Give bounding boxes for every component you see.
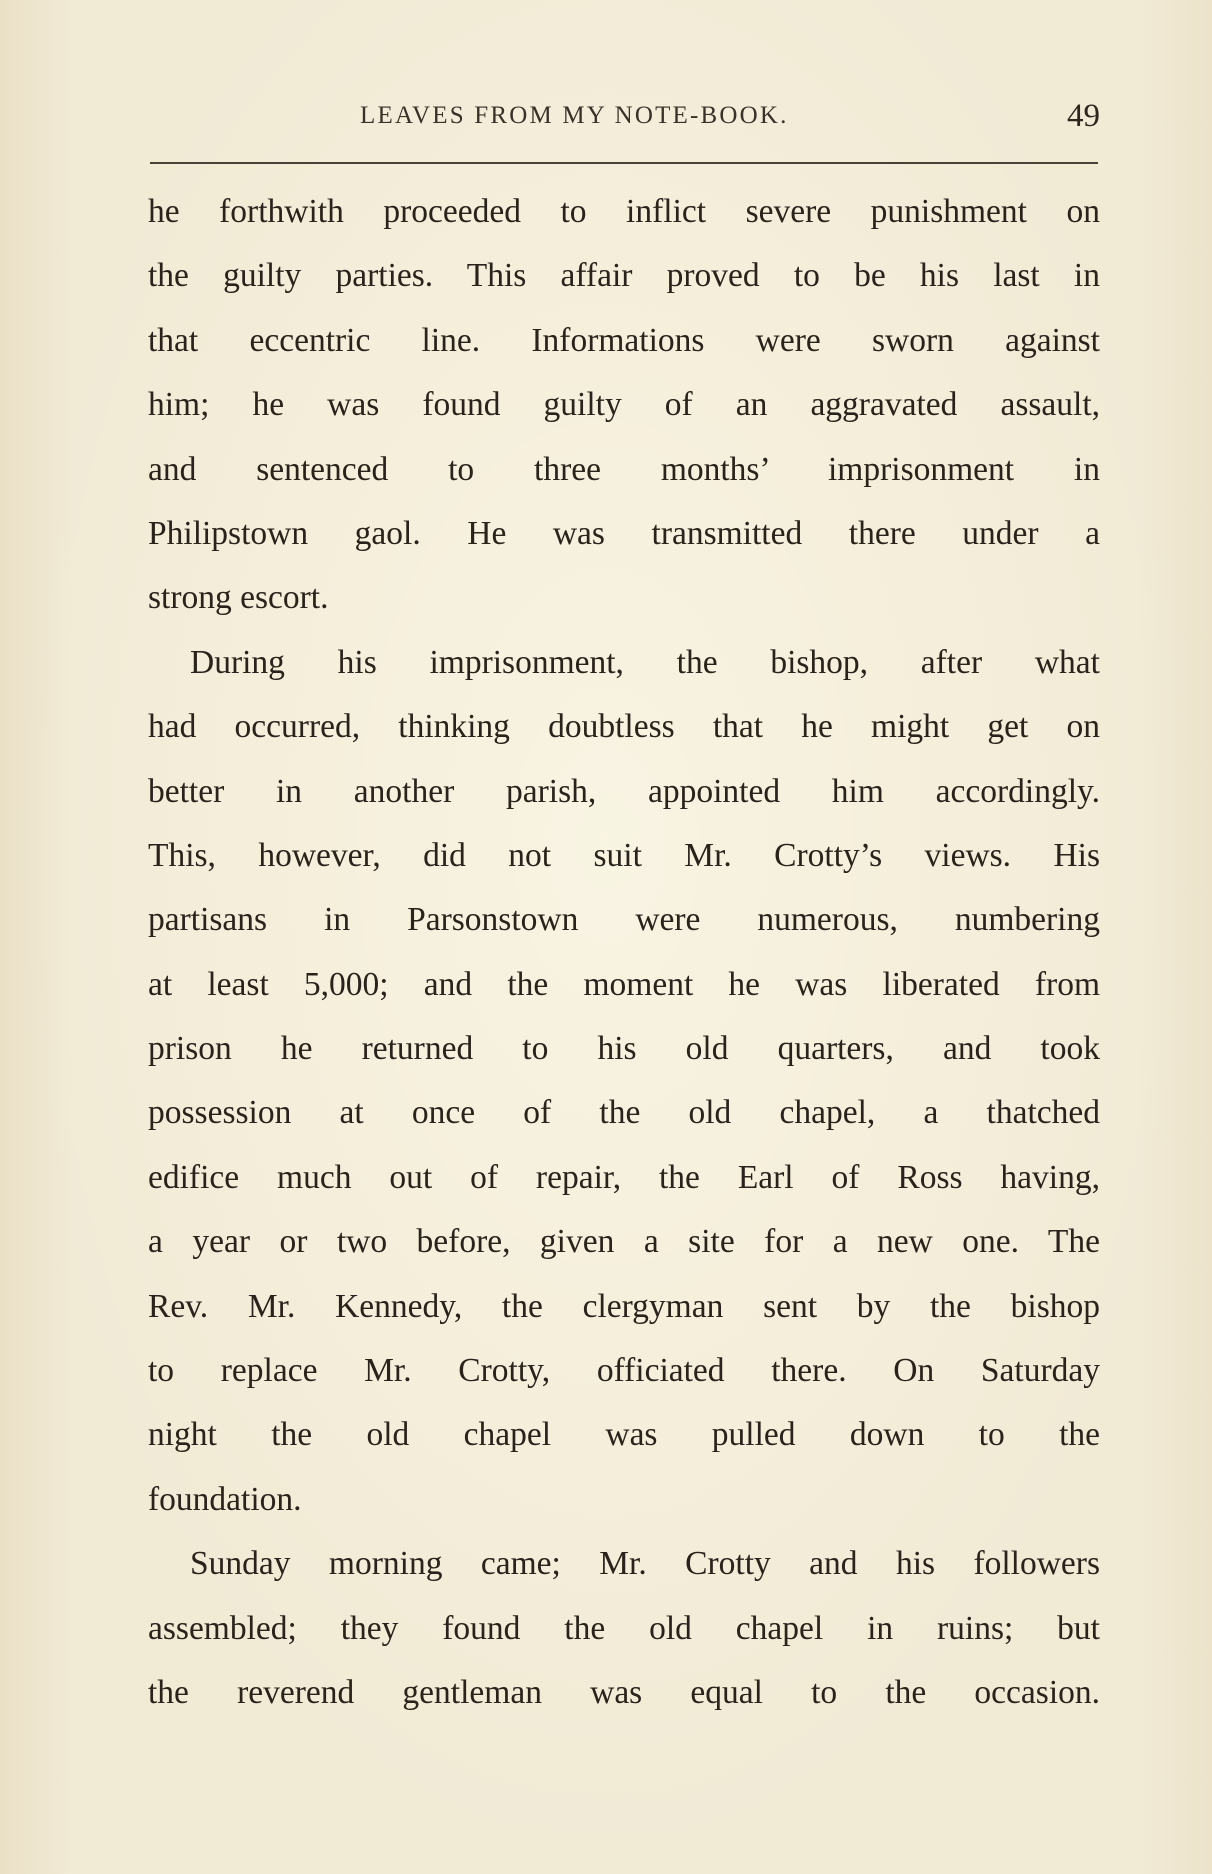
text-line: prison he returned to his old quarters, and took xyxy=(148,1030,1100,1068)
text-line: This, however, did not suit Mr. Crotty’s views. His xyxy=(148,836,1100,874)
paragraph-start-line: During his imprisonment, the bishop, after what xyxy=(190,643,1100,681)
header-rule xyxy=(150,162,1098,164)
text-line: the reverend gentleman was equal to the occasion. xyxy=(148,1673,1100,1711)
text-line: him; he was found guilty of an aggravated assault, xyxy=(148,386,1100,424)
text-line: and sentenced to three months’ imprisonment in xyxy=(148,450,1100,488)
body-text xyxy=(148,180,1100,1725)
paragraph-start-line: Sunday morning came; Mr. Crotty and his followers xyxy=(190,1545,1100,1583)
text-line: the guilty parties. This affair proved to be his last in xyxy=(148,257,1100,295)
text-line: better in another parish, appointed him accordingly. xyxy=(148,772,1100,810)
text-line: foundation. xyxy=(148,1480,302,1518)
page-number: 49 xyxy=(1067,98,1100,134)
text-line: strong escort. xyxy=(148,579,329,617)
text-line: a year or two before, given a site for a new one. The xyxy=(148,1223,1100,1261)
text-line: partisans in Parsonstown were numerous, numbering xyxy=(148,901,1100,939)
text-line: edifice much out of repair, the Earl of Ross having, xyxy=(148,1158,1100,1196)
text-line: Philipstown gaol. He was transmitted there under a xyxy=(148,514,1100,552)
text-line: to replace Mr. Crotty, officiated there. On Saturday xyxy=(148,1352,1100,1390)
text-line: he forthwith proceeded to inflict severe punishment on xyxy=(148,193,1100,230)
text-line: assembled; they found the old chapel in ruins; but xyxy=(148,1609,1100,1647)
running-title: LEAVES FROM MY NOTE-BOOK. xyxy=(360,102,789,129)
text-line: possession at once of the old chapel, a thatched xyxy=(148,1094,1100,1132)
running-head xyxy=(150,98,1100,148)
text-line: at least 5,000; and the moment he was liberated from xyxy=(148,965,1100,1003)
text-line: night the old chapel was pulled down to the xyxy=(148,1416,1100,1454)
text-line: that eccentric line. Informations were sworn against xyxy=(148,321,1100,359)
text-line: had occurred, thinking doubtless that he might get on xyxy=(148,708,1100,746)
text-line: Rev. Mr. Kennedy, the clergyman sent by the bishop xyxy=(148,1287,1100,1325)
